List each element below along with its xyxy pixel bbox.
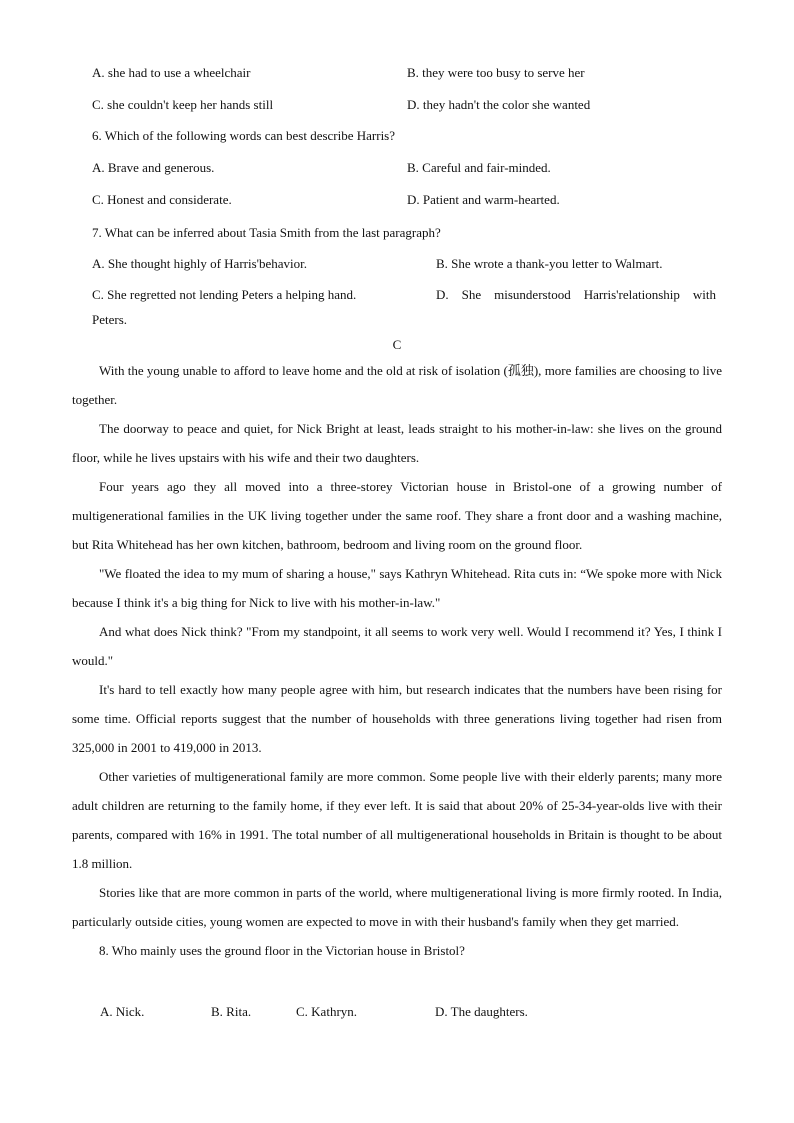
passage-paragraph: Four years ago they all moved into a three-storey Victorian house in Bristol-one of a growing number of multigenerational families in the UK living together under the same roof. They share a front door and a washing machine, but Rita Whitehead has her own kitchen, bathroom, bedroom and living room on the ground floor. bbox=[72, 479, 722, 552]
q8-option-a: A. Nick. bbox=[100, 1004, 145, 1019]
q6-option-d: D. Patient and warm-hearted. bbox=[407, 192, 560, 207]
passage-c bbox=[72, 356, 722, 965]
q7-option-c: C. She regretted not lending Peters a helping hand. bbox=[92, 287, 357, 302]
q8-option-d: D. The daughters. bbox=[435, 1004, 528, 1019]
section-heading: C bbox=[392, 337, 402, 352]
q5-option-a: A. she had to use a wheelchair bbox=[92, 65, 251, 80]
q6-option-a: A. Brave and generous. bbox=[92, 160, 215, 175]
q8-question: 8. Who mainly uses the ground floor in the Victorian house in Bristol? bbox=[99, 943, 465, 958]
q7-option-d-continued: Peters. bbox=[92, 312, 128, 327]
q7-question: 7. What can be inferred about Tasia Smith from the last paragraph? bbox=[92, 225, 441, 240]
q6-option-c: C. Honest and considerate. bbox=[92, 192, 232, 207]
passage-paragraph: Stories like that are more common in parts of the world, where multigenerational living is more firmly rooted. In India, particularly outside cities, young women are expected to move in with their husband's family when they get married. bbox=[72, 885, 722, 929]
q7-option-d: D. She misunderstood Harris'relationship with bbox=[436, 287, 717, 302]
q8-option-c: C. Kathryn. bbox=[296, 1004, 358, 1019]
q7-option-b: B. She wrote a thank-you letter to Walmart. bbox=[436, 256, 663, 271]
passage-paragraph: And what does Nick think? "From my standpoint, it all seems to work very well. Would I recommend it? Yes, I think I would." bbox=[72, 624, 722, 668]
q6-option-b: B. Careful and fair-minded. bbox=[407, 160, 551, 175]
q5-option-b: B. they were too busy to serve her bbox=[407, 65, 585, 80]
q5-option-c: C. she couldn't keep her hands still bbox=[92, 97, 274, 112]
passage-paragraph: With the young unable to afford to leave home and the old at risk of isolation (孤独), more families are choosing to live together. bbox=[72, 363, 722, 407]
passage-paragraph: It's hard to tell exactly how many people agree with him, but research indicates that the numbers have been rising for some time. Official reports suggest that the number of households with three generations living together had risen from 325,000 in 2001 to 419,000 in 2013. bbox=[72, 682, 722, 755]
passage-paragraph: "We floated the idea to my mum of sharing a house," says Kathryn Whitehead. Rita cuts in: “We spoke more with Nick because I think it's a big thing for Nick to live with his mother-in-law." bbox=[72, 566, 722, 610]
q5-option-d: D. they hadn't the color she wanted bbox=[407, 97, 591, 112]
passage-paragraph: The doorway to peace and quiet, for Nick Bright at least, leads straight to his mother-in-law: she lives on the ground floor, while he lives upstairs with his wife and their two daughters. bbox=[72, 421, 722, 465]
passage-paragraph: Other varieties of multigenerational family are more common. Some people live with their elderly parents; many more adult children are returning to the family home, if they ever left. It is said that about 20% of 25-34-year-olds live with their parents, compared with 16% in 1991. The total number of all multigenerational households in Britain is thought to be about 1.8 million. bbox=[72, 769, 722, 871]
q7-option-a: A. She thought highly of Harris'behavior. bbox=[92, 256, 308, 271]
q8-option-b: B. Rita. bbox=[211, 1004, 252, 1019]
q6-question: 6. Which of the following words can best describe Harris? bbox=[92, 128, 396, 143]
